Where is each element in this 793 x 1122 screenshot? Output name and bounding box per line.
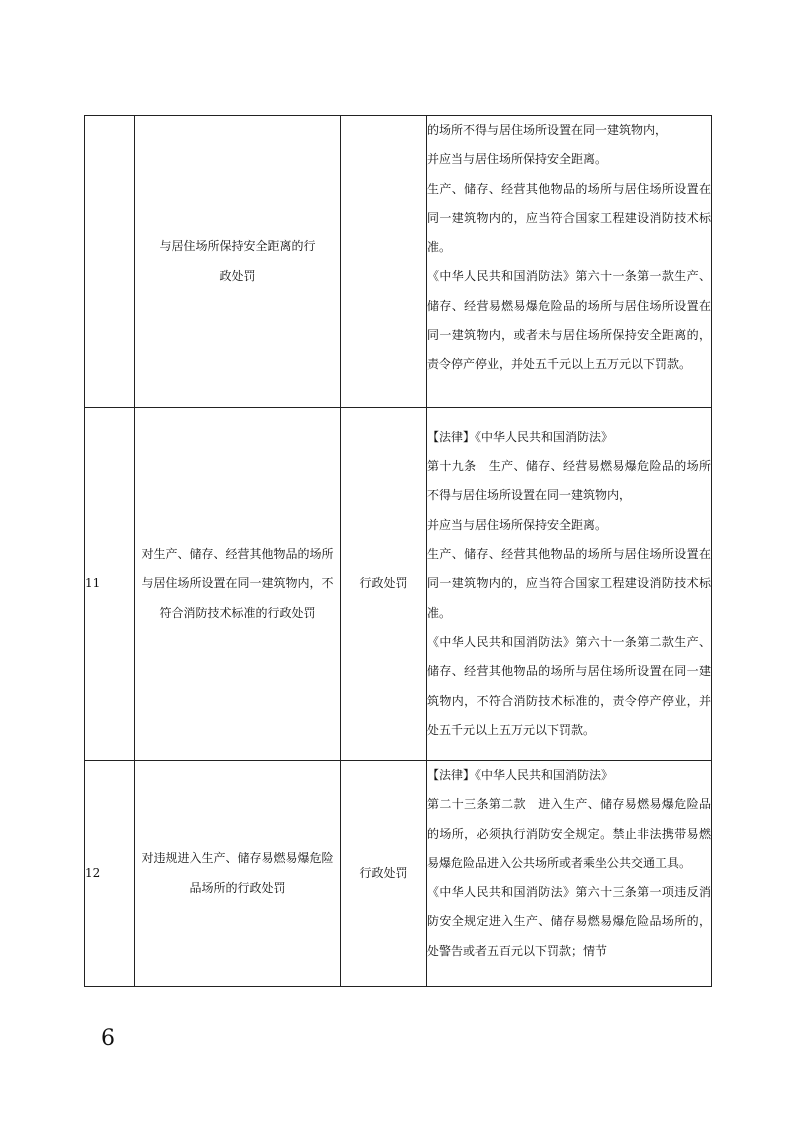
item-name-text: 对违规进入生产、储存易燃易爆危险品场所的行政处罚: [141, 851, 334, 895]
item-name: [135, 116, 341, 408]
item-type: 行政处罚: [341, 408, 427, 761]
legal-basis: [427, 116, 712, 408]
legal-basis: [427, 761, 712, 987]
basis-paragraph: 的场所不得与居住场所设置在同一建筑物内，: [427, 123, 668, 137]
basis-paragraph: 《中华人民共和国消防法》第六十一条第一款生产、储存、经营易燃易爆危险品的场所与居住场所设置在同一建筑物内，或者未与居住场所保持安全距离的，责令停产停业，并处五千元以上五万元以下罚款。: [427, 269, 711, 372]
basis-paragraph: 【法律】《中华人民共和国消防法》: [427, 768, 614, 782]
basis-paragraph: 生产、储存、经营其他物品的场所与居住场所设置在同一建筑物内的，应当符合国家工程建设消防技术标准。: [427, 547, 711, 620]
table-row: [85, 408, 712, 761]
basis-paragraph: 【法律】《中华人民共和国消防法》: [427, 429, 614, 444]
row-number: 11: [85, 408, 135, 761]
legal-basis: [427, 408, 712, 761]
row-number: [85, 116, 135, 408]
row-number: 12: [85, 761, 135, 987]
penalty-table: [84, 115, 712, 987]
item-name-text: 对生产、储存、经营其他物品的场所与居住场所设置在同一建筑物内，不符合消防技术标准的行政处罚: [141, 547, 334, 620]
table-row: [85, 761, 712, 987]
item-name: [135, 761, 341, 987]
basis-paragraph: 《中华人民共和国消防法》第六十三条第一项违反消防安全规定进入生产、储存易燃易爆危险品场所的，处警告或者五百元以下罚款；情节: [427, 885, 711, 958]
table-row: [85, 116, 712, 408]
basis-paragraph: 生产、储存、经营其他物品的场所与居住场所设置在同一建筑物内的，应当符合国家工程建设消防技术标准。: [427, 181, 711, 255]
basis-paragraph: 第二十三条第二款 进入生产、储存易燃易爆危险品的场所，必须执行消防安全规定。禁止非法携带易燃易爆危险品进入公共场所或者乘坐公共交通工具。: [427, 797, 711, 870]
page-number: 6: [101, 1026, 115, 1051]
basis-paragraph: 第十九条 生产、储存、经营易燃易爆危险品的场所不得与居住场所设置在同一建筑物内，: [427, 459, 711, 503]
item-name: [135, 408, 341, 761]
item-name-text: 与居住场所保持安全距离的行政处罚: [159, 239, 316, 283]
basis-paragraph: 《中华人民共和国消防法》第六十一条第二款生产、储存、经营其他物品的场所与居住场所设置在同一建筑物内，不符合消防技术标准的，责令停产停业，并处五千元以上五万元以下罚款。: [427, 634, 711, 737]
item-type: [341, 116, 427, 408]
basis-paragraph: 并应当与居住场所保持安全距离。: [427, 517, 608, 532]
item-type: 行政处罚: [341, 761, 427, 987]
basis-paragraph: 并应当与居住场所保持安全距离。: [427, 152, 608, 167]
